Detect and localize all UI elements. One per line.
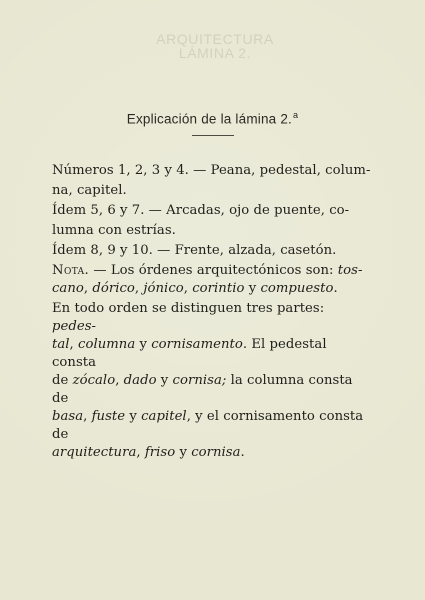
parts-line-3-separator-1: , — [115, 373, 124, 388]
parts-line-2-italic-3: cornisamento — [151, 337, 243, 352]
note-separator-4: y — [244, 281, 261, 296]
parts-line-2-separator-2: y — [135, 337, 152, 352]
page-heading-superscript: a — [293, 110, 299, 120]
note-italic-1: tos- — [337, 263, 363, 278]
parts-line-3-italic-1: zócalo — [72, 373, 116, 388]
note-separator-2: , — [134, 281, 144, 296]
line-5-text: Ídem 8, 9 y 10. — Frente, alzada, casetón. — [52, 243, 337, 258]
parts-line-5-end: . — [240, 445, 245, 460]
parts-line-3-italic-3: cornisa; — [172, 373, 227, 388]
parts-line-1-italic: pedes- — [52, 319, 97, 334]
line-2 — [52, 182, 372, 200]
line-3-text: Ídem 5, 6 y 7. — Arcadas, ojo de puente, co- — [52, 203, 350, 218]
line-3 — [52, 202, 372, 220]
heading-divider — [192, 135, 234, 136]
bleed-through-line-2: LÁMINA 2. — [178, 45, 252, 61]
explanation-text — [52, 162, 372, 462]
page-heading-text: Explicación de la lámina 2. — [126, 111, 293, 127]
note-paragraph — [52, 262, 372, 298]
parts-line-4-separator-1: , — [83, 409, 92, 424]
line-4 — [52, 222, 372, 240]
parts-line-2-rest: . El pedestal consta — [52, 337, 327, 370]
parts-line-2-separator-1: , — [69, 337, 79, 352]
parts-line-3-start: de — [52, 373, 73, 388]
parts-paragraph — [52, 300, 372, 462]
parts-line-4-separator-2: y — [125, 409, 142, 424]
page-heading — [0, 110, 425, 127]
parts-line-4-rest: , y el cornisamento consta de — [52, 409, 364, 442]
parts-line-2-italic-2: columna — [78, 337, 136, 352]
bleed-through-text — [95, 32, 335, 62]
note-separator-1: , — [83, 281, 93, 296]
note-italic-4: jónico — [143, 281, 184, 296]
parts-line-1-start: En todo orden se distinguen tres partes: — [52, 301, 325, 316]
parts-line-5-italic-2: friso — [144, 445, 176, 460]
line-2-text: na, capitel. — [52, 183, 127, 198]
parts-line-2-italic-1: tal — [52, 337, 70, 352]
parts-line-3-italic-2: dado — [123, 373, 157, 388]
note-italic-2: cano — [52, 281, 84, 296]
note-italic-5: corintio — [192, 281, 245, 296]
note-end: . — [333, 281, 338, 296]
note-italic-6: compuesto — [260, 281, 334, 296]
parts-line-5-italic-1: arquitectura — [52, 445, 137, 460]
parts-line-4-italic-2: fuste — [91, 409, 126, 424]
parts-line-5-separator-1: , — [136, 445, 145, 460]
parts-line-5-separator-2: y — [175, 445, 192, 460]
bleed-through-line-1: ARQUITECTURA — [156, 31, 274, 47]
parts-line-3-rest: la columna consta de — [52, 373, 353, 406]
note-separator-3: , — [183, 281, 193, 296]
note-italic-3: dórico — [92, 281, 135, 296]
parts-line-4-italic-3: capitel — [141, 409, 187, 424]
note-label: Nota. — [52, 263, 90, 278]
parts-line-3-separator-2: y — [156, 373, 173, 388]
line-5 — [52, 242, 372, 260]
line-1 — [52, 162, 372, 180]
line-1-text: Números 1, 2, 3 y 4. — Peana, pedestal, colum- — [52, 163, 371, 178]
note-dash: — Los órdenes arquitectónicos son: — [93, 263, 338, 278]
parts-line-4-italic-1: basa — [52, 409, 84, 424]
parts-line-5-italic-3: cornisa — [191, 445, 241, 460]
line-4-text: lumna con estrías. — [52, 223, 176, 238]
